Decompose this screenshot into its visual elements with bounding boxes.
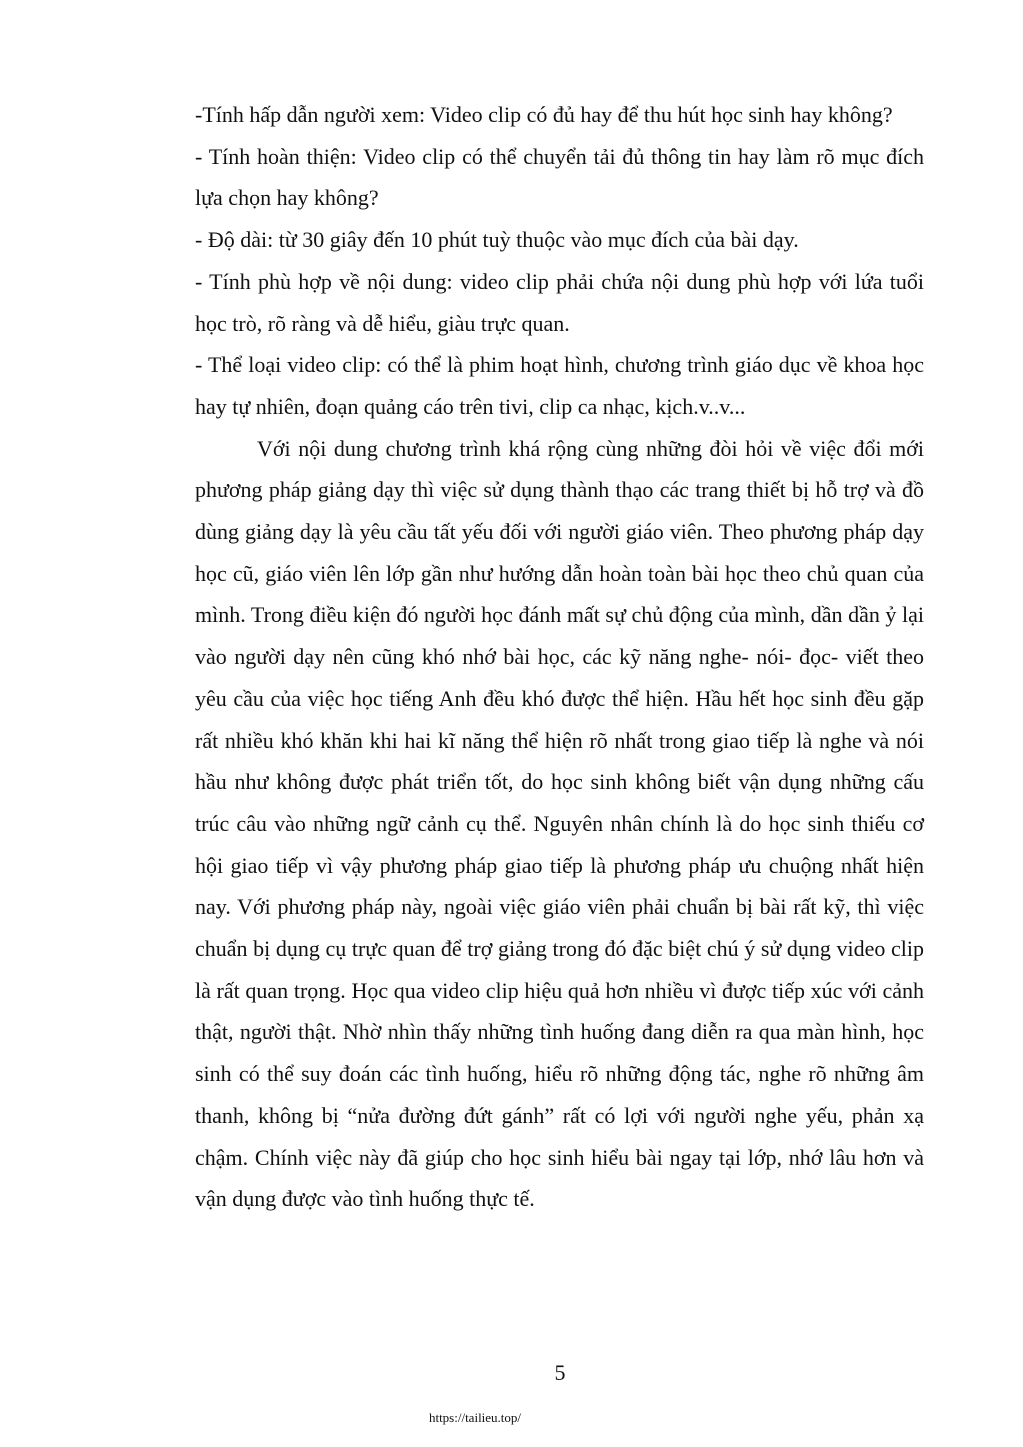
paragraph-clip-genre: - Thể loại video clip: có thể là phim hoạt hình, chương trình giáo dục về khoa học hay tự nhiên, đoạn quảng cáo trên tivi, clip ca nhạc, kịch.v..v... [195,352,924,419]
paragraph-completeness: - Tính hoàn thiện: Video clip có thể chuyển tải đủ thông tin hay làm rõ mục đích lựa chọn hay không? [195,143,924,211]
paragraph-content-suitability: - Tính phù hợp về nội dung: video clip phải chứa nội dung phù hợp với lứa tuổi học trò, rõ ràng và dễ hiểu, giàu trực quan. [195,268,924,336]
paragraph-length: - Độ dài: từ 30 giây đến 10 phút tuỳ thuộc vào mục đích của bài dạy. [195,227,799,253]
paragraph-main-body: Với nội dung chương trình khá rộng cùng những đòi hỏi về việc đổi mới phương pháp giảng dạy thì việc sử dụng thành thạo các trang thiết bị hỗ trợ và đồ dùng giảng dạy là yêu cầu tất yếu đối với người giáo viên. Theo phương pháp dạy học cũ, giáo viên lên lớp gần như hướng dẫn hoàn toàn bài học theo chủ quan của mình. Trong điều kiện đó người học đánh mất sự chủ động của mình, dần dần ỷ lại vào người dạy nên cũng khó nhớ bài học, các kỹ năng nghe- nói- đọc- viết theo yêu cầu của việc học tiếng Anh đều khó được thể hiện. Hầu hết học sinh đều gặp rất nhiều khó khăn khi hai kĩ năng thể hiện rõ nhất trong giao tiếp là nghe và nói hầu như không được phát triển tốt, do học sinh không biết vận dụng những cấu trúc câu vào những ngữ cảnh cụ thể. Nguyên nhân chính là do học sinh thiếu cơ hội giao tiếp vì vậy phương pháp giao tiếp là phương pháp ưu chuộng nhất hiện nay. Với phương pháp này, ngoài việc giáo viên phải chuẩn bị bài rất kỹ, thì việc chuẩn bị dụng cụ trực quan để trợ giảng trong đó đặc biệt chú ý sử dụng video clip là rất quan trọng. Học qua video clip hiệu quả hơn nhiều vì được tiếp xúc với cảnh thật, người thật. Nhờ nhìn thấy những tình huống đang diễn ra qua màn hình, học sinh có thể suy đoán các tình huống, hiểu rõ những động tác, nghe rõ những âm thanh, không bị “nửa đường đứt gánh” rất có lợi với người nghe yếu, phản xạ chậm. Chính việc này đã giúp cho học sinh hiểu bài ngay tại lớp, nhớ lâu hơn và vận dụng được vào tình huống thực tế. [195,435,924,1212]
footer-url: https://tailieu.top/ [428,1410,522,1425]
page-number: 5 [554,1360,566,1385]
body-text [195,94,924,1220]
paragraph-attractiveness: -Tính hấp dẫn người xem: Video clip có đủ hay để thu hút học sinh hay không? [195,102,893,127]
